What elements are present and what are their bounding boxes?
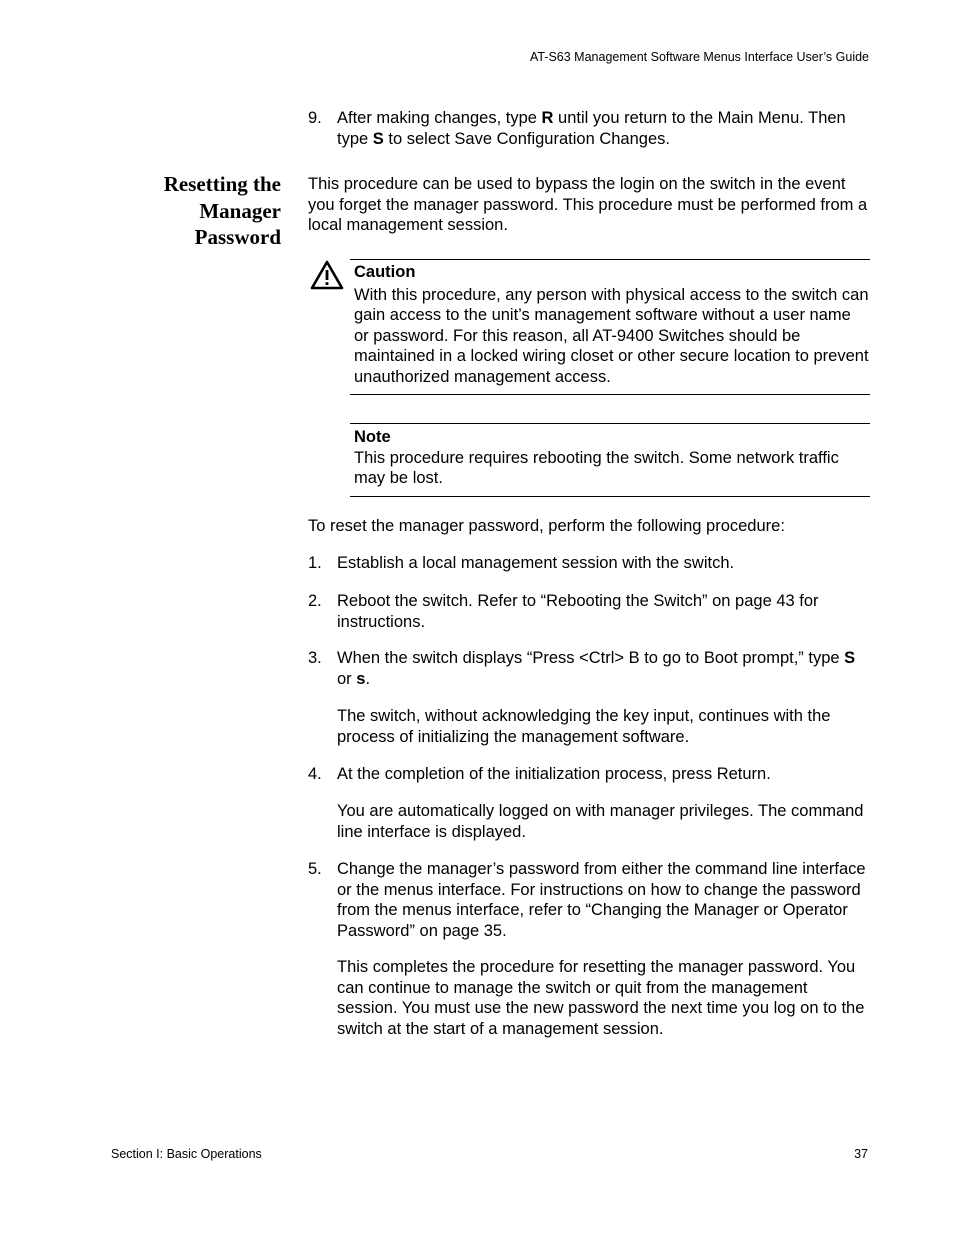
caution-text: With this procedure, any person with physical access to the switch can gain access to the unit’s management software without a user name or password. For this reason, all AT-9400 Switches should be maintained in a locked wiring closet or other secure location to prevent unauthorized management access. (354, 285, 869, 386)
step-number: 1. (308, 554, 322, 572)
step-number: 5. (308, 860, 322, 878)
step-3 (308, 648, 868, 689)
note-title: Note (354, 428, 391, 446)
step-1 (308, 553, 868, 574)
step-text: Establish a local management session with the switch. (337, 554, 735, 572)
warning-triangle-icon (310, 260, 344, 290)
note-block (354, 427, 869, 489)
note-top-rule (350, 423, 870, 424)
step-5-followup: This completes the procedure for resetting the manager password. You can continue to manage the switch or quit from the management session. You must use the new password the next time you log on to the switch at the start of a management session. (337, 958, 865, 1038)
step-4 (308, 764, 868, 785)
caution-title: Caution (354, 263, 416, 281)
page-number: 37 (854, 1147, 868, 1161)
caution-top-rule (350, 259, 870, 260)
note-bottom-rule (350, 496, 870, 497)
step-2 (308, 591, 868, 632)
step-number: 9. (308, 109, 322, 127)
step-4-followup: You are automatically logged on with manager privileges. The command line interface is displayed. (337, 802, 864, 841)
step-9 (308, 108, 868, 149)
step-number: 4. (308, 765, 322, 783)
step-3-followup: The switch, without acknowledging the key input, continues with the process of initializing the management software. (337, 707, 831, 746)
footer-section: Section I: Basic Operations (111, 1147, 262, 1161)
running-header: AT-S63 Management Software Menus Interface User’s Guide (529, 50, 869, 64)
step-text: Reboot the switch. Refer to “Rebooting the Switch” on page 43 for instructions. (337, 592, 819, 631)
step-text: At the completion of the initialization process, press Return. (337, 765, 771, 783)
caution-block (354, 262, 869, 387)
step-text: When the switch displays “Press <Ctrl> B to go to Boot prompt,” type S or s. (337, 649, 856, 688)
procedure-intro: To reset the manager password, perform the following procedure: (308, 517, 785, 535)
note-text: This procedure requires rebooting the switch. Some network traffic may be lost. (354, 448, 839, 487)
step-number: 3. (308, 649, 322, 667)
step-5 (308, 859, 868, 941)
section-intro: This procedure can be used to bypass the login on the switch in the event you forget the manager password. This procedure must be performed from a local management session. (308, 175, 868, 234)
step-text: After making changes, type R until you return to the Main Menu. Then type S to select Save Configuration Changes. (337, 109, 846, 148)
section-heading: Resetting the Manager Password (163, 172, 281, 249)
step-number: 2. (308, 592, 322, 610)
step-text: Change the manager’s password from either the command line interface or the menus interface. For instructions on how to change the password from the menus interface, refer to “Changing the Manager or Operator Password” on page 35. (337, 860, 866, 940)
caution-bottom-rule (350, 394, 870, 395)
